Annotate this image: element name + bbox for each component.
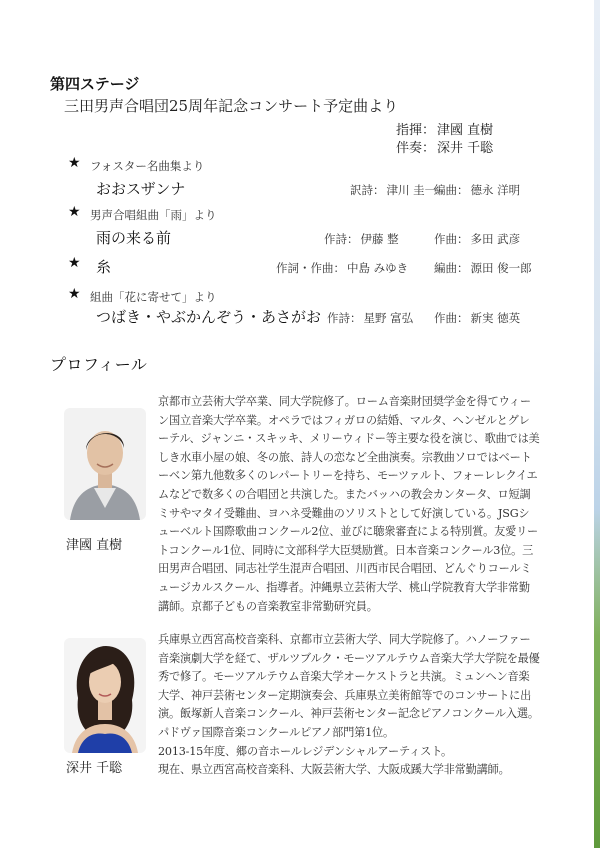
conductor-name: 津國 直樹: [437, 123, 494, 138]
conductor-credit: [396, 119, 493, 138]
credit-label: 作曲：: [434, 311, 469, 325]
program-source: フォスター名曲集より: [90, 159, 205, 173]
program-title: 糸: [96, 258, 112, 276]
stage-subtitle: 三田男声合唱団25周年記念コンサート予定曲より: [64, 97, 399, 115]
conductor-label: 指揮：: [396, 123, 436, 138]
person-bio: [158, 393, 540, 616]
pianist-name: 深井 千聡: [437, 141, 494, 156]
program-star: ★: [68, 204, 81, 220]
credit-name: 津川 圭一: [386, 183, 437, 197]
person-bio: [158, 631, 540, 780]
credit-name: 星野 富弘: [363, 311, 414, 325]
program-star: ★: [68, 255, 81, 271]
credit-label: 作詩：: [324, 232, 359, 246]
credit-name: 新実 徳英: [470, 311, 521, 325]
program-source: 組曲「花に寄せて」より: [90, 290, 217, 304]
person-name: 津國 直樹: [66, 538, 123, 553]
program-credit-1: [324, 231, 399, 247]
credit-label: 作詩：: [327, 311, 362, 325]
person-photo-fukai: [64, 638, 146, 753]
program-title: つばき・やぶかんぞう・あさがお: [96, 308, 322, 326]
program-credit-1: [327, 310, 413, 326]
credit-label: 訳詩：: [350, 183, 385, 197]
credit-label: 編曲：: [434, 261, 469, 275]
program-source: 男声合唱組曲「雨」より: [90, 208, 217, 222]
program-star: ★: [68, 286, 81, 302]
person-photo-tsukuni: [64, 408, 146, 520]
credit-label: 作詞・作曲：: [276, 261, 345, 275]
credit-label: 作曲：: [434, 232, 469, 246]
program-credit-2: [434, 231, 520, 247]
credit-name: 德永 洋明: [470, 183, 521, 197]
bio-text: 現在、県立西宮高校音楽科、大阪芸術大学、大阪成蹊大学非常勤講師。: [158, 763, 510, 777]
profile-heading: プロフィール: [50, 355, 148, 374]
credit-name: 中島 みゆき: [347, 261, 409, 275]
program-credit-2: [434, 182, 520, 198]
credit-name: 多田 武彦: [470, 232, 521, 246]
program-star: ★: [68, 155, 81, 171]
stage-title: 第四ステージ: [50, 75, 140, 93]
bio-text: 2013-15年度、郷の音ホールレジデンシャルアーティスト。: [158, 744, 453, 758]
pianist-credit: [396, 137, 493, 156]
person-portrait-male: [64, 408, 146, 520]
person-name: 深井 千聡: [66, 761, 123, 776]
program-title: おおスザンナ: [96, 180, 186, 198]
bio-text: 兵庫県立西宮高校音楽科、京都市立芸術大学、同大学院修了。ハノーファー音楽演劇大学を経て、ザルツブルク・モーツアルテウム音楽大学大学院を最優秀で修了。モーツアルテウム音楽大学オーケストラと共演。ミュンヘン音楽大学、神戸芸術センター定期演奏会、兵庫県立美術館等でのコンサートに出演。飯塚新人音楽コンクール、神戸芸術センター記念ピアノコンクール入選。パドヴァ国際音楽コンクールピアノ部門第1位。: [158, 633, 540, 739]
person-portrait-female: [64, 638, 146, 753]
program-credit-2: [434, 310, 520, 326]
pianist-label: 伴奏：: [396, 141, 436, 156]
program-title: 雨の来る前: [96, 229, 172, 247]
bio-text: 京都市立芸術大学卒業、同大学院修了。ローム音楽財団奨学金を得てウィーン国立音楽大学卒業。オペラではフィガロの結婚、マルタ、ヘンゼルとグレーテル、ジャンニ・スキッキ、メリーウィドー等主要な役を演じ、歌曲では美しき水車小屋の娘、冬の旅、詩人の恋など全曲演奏。宗教曲ソロではベートーベン第九他数多くのレパートリーを持ち、モーツァルト、フォーレレクイエムなどで数多くの合唱団と共演した。またバッハの教会カンタータ、ロ短調ミサやマタイ受難曲、ヨハネ受難曲のソリストとして好演している。JSGシューベルト国際歌曲コンクール2位、並びに聴衆審査による特別賞。友愛リートコンクール1位、同時に文部科学大臣奨励賞。日本音楽コンクール3位。三田男声合唱団、同志社学生混声合唱団、川西市民合唱団、どんぐりコールミュージカルスクール、指導者。沖縄県立芸術大学、桃山学院教育大学非常勤講師。京都子どもの音楽教室非常勤研究員。: [158, 395, 540, 613]
program-credit-1: [276, 260, 408, 276]
credit-name: 源田 俊一郎: [470, 261, 532, 275]
credit-label: 編曲：: [434, 183, 469, 197]
page-edge-decoration: [594, 0, 600, 848]
program-credit-2: [434, 260, 532, 276]
credit-name: 伊藤 整: [360, 232, 399, 246]
program-credit-1: [350, 182, 436, 198]
